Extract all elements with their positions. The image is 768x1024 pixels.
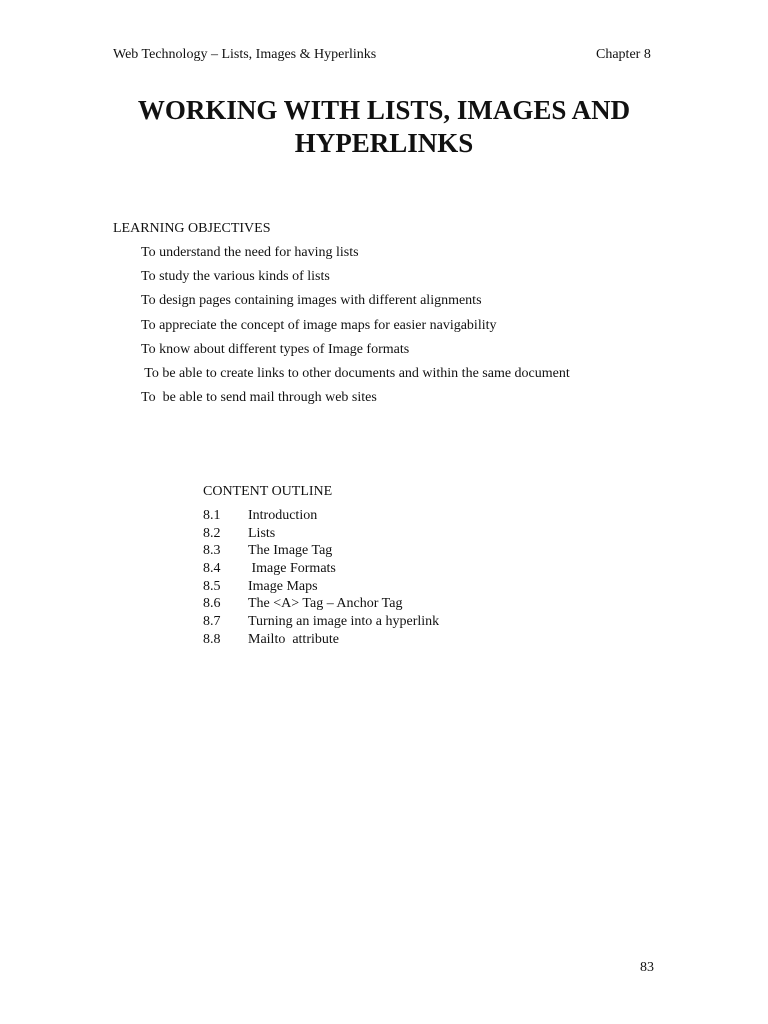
outline-item (203, 542, 439, 560)
page-header-title: Web Technology – Lists, Images & Hyperlinks (113, 47, 377, 62)
outline-item-label: Image Maps (248, 578, 318, 594)
objective-item: To understand the need for having lists (141, 245, 359, 260)
content-outline-heading: CONTENT OUTLINE (203, 484, 333, 499)
outline-item (203, 631, 439, 649)
objective-item: To know about different types of Image formats (141, 341, 410, 357)
content-outline-list (203, 507, 439, 649)
outline-item-number: 8.7 (203, 614, 221, 630)
outline-item-number: 8.2 (203, 525, 221, 541)
outline-item-label: Lists (248, 525, 276, 541)
outline-item (203, 613, 439, 631)
outline-item (203, 578, 439, 596)
outline-item (203, 507, 439, 525)
objective-item: To design pages containing images with different alignments (141, 293, 482, 309)
learning-objectives-list (141, 244, 570, 413)
learning-objectives-heading: LEARNING OBJECTIVES (113, 221, 271, 236)
outline-item (203, 525, 439, 543)
outline-item-number: 8.1 (203, 508, 221, 523)
objective-item: To be able to create links to other documents and within the same document (141, 365, 570, 381)
page-header-chapter: Chapter 8 (596, 47, 651, 62)
objective-item: To study the various kinds of lists (141, 269, 330, 285)
chapter-title-line-1: WORKING WITH LISTS, IMAGES AND (137, 95, 631, 125)
objective-item: To be able to send mail through web sites (141, 390, 377, 406)
outline-item-label: Introduction (248, 508, 318, 523)
page-number: 83 (640, 960, 654, 975)
outline-item-label: Mailto attribute (248, 631, 339, 647)
outline-item (203, 560, 439, 578)
chapter-title-line-2: HYPERLINKS (294, 128, 474, 158)
outline-item-label: The Image Tag (248, 543, 333, 559)
outline-item-number: 8.3 (203, 543, 221, 559)
objective-item: To appreciate the concept of image maps for easier navigability (141, 317, 497, 333)
outline-item-number: 8.4 (203, 561, 221, 577)
outline-item-label: Turning an image into a hyperlink (248, 614, 440, 630)
outline-item-label: The <A> Tag – Anchor Tag (248, 596, 403, 612)
outline-item (203, 595, 439, 613)
outline-item-label: Image Formats (248, 561, 336, 577)
outline-item-number: 8.8 (203, 631, 221, 647)
outline-item-number: 8.6 (203, 596, 221, 612)
outline-item-number: 8.5 (203, 578, 221, 594)
